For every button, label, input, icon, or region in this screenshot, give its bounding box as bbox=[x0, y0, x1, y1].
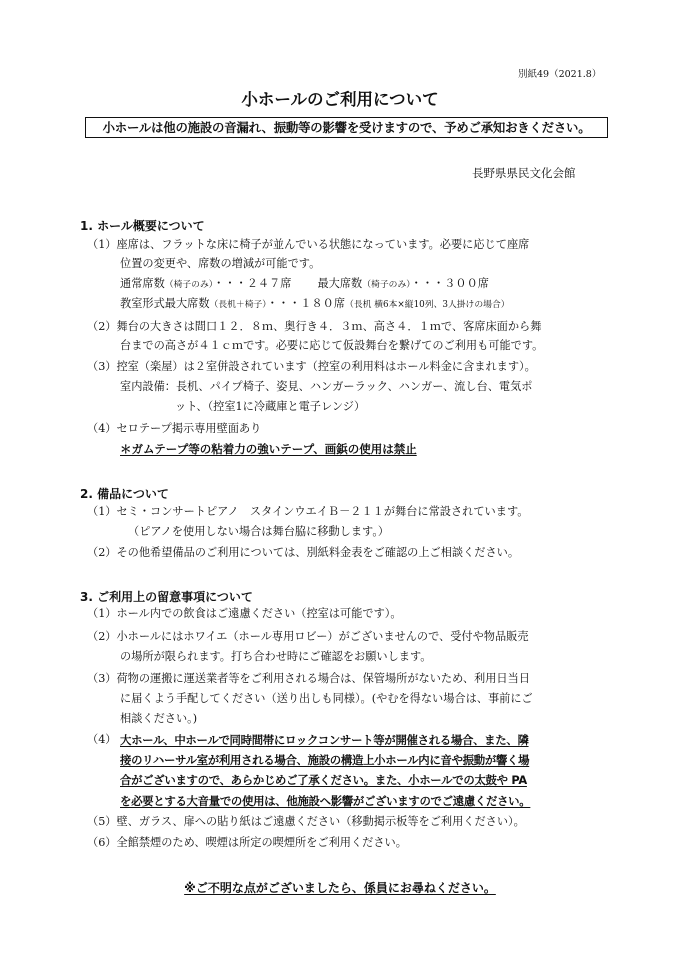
body-line: （2）舞台の大きさは間口１２．８ｍ、奥行き４．３ｍ、高さ４．１ｍで、客席床面から舞 bbox=[87, 320, 542, 333]
page-title: 小ホールのご利用について bbox=[241, 90, 439, 109]
body-line: 相談ください。) bbox=[120, 712, 198, 725]
seat-label: 最大席数 bbox=[317, 277, 363, 290]
seat-label: 教室形式最大席数 bbox=[120, 297, 210, 310]
seat-value: ・・・１８０席 bbox=[266, 297, 346, 310]
seat-note: （長机 横6本×縦10列、3人掛けの場合） bbox=[345, 300, 510, 310]
body-line: 室内設備：長机、パイプ椅子、姿見、ハンガーラック、ハンガー、流し台、電気ポ bbox=[120, 380, 533, 393]
body-line: に届くよう手配してください（送り出しも同様）。(やむを得ない場合は、事前にご bbox=[120, 692, 533, 705]
body-line: 位置の変更や、席数の増減が可能です。 bbox=[120, 257, 321, 270]
body-line: （1）座席は、フラットな床に椅子が並んでいる状態になっています。必要に応じて座席 bbox=[87, 238, 530, 251]
organization-name: 長野県県民文化会館 bbox=[472, 166, 576, 180]
body-line: （4）セロテープ掲示専用壁面あり bbox=[87, 422, 262, 435]
section-heading-equipment: 2. 備品について bbox=[80, 487, 169, 501]
seat-note: （椅子のみ） bbox=[164, 280, 214, 290]
body-line: （6）全館禁煙のため、喫煙は所定の喫煙所をご利用ください。 bbox=[87, 836, 407, 849]
body-line: （5）壁、ガラス、扉への貼り紙はご遠慮ください（移動掲示板等をご利用ください）。 bbox=[87, 815, 525, 828]
seat-note: （長机＋椅子） bbox=[209, 300, 267, 310]
important-notice-line: 大ホール、中ホールで同時間帯にロックコンサート等が開催される場合、また、隣 bbox=[120, 733, 529, 747]
tape-warning: ＊ガムテープ等の粘着力の強いテープ、画鋲の使用は禁止 bbox=[120, 442, 417, 456]
reference-number: 別紙49（2021.8） bbox=[518, 69, 602, 80]
body-line: （3）荷物の運搬に運送業者等をご利用される場合は、保管場所がないため、利用日当日 bbox=[87, 672, 530, 685]
notice-box: 小ホールは他の施設の音漏れ、振動等の影響を受けますので、予めご承知おきください。 bbox=[85, 117, 608, 138]
body-line: 台までの高さが４１ｃｍです。必要に応じて仮設舞台を繋げてのご利用も可能です。 bbox=[120, 339, 544, 352]
seat-value: ・・・２４７席 bbox=[213, 277, 292, 290]
body-line: （1）ホール内での飲食はご遠慮ください（控室は可能です）。 bbox=[87, 607, 402, 620]
section-heading-overview: 1. ホール概要について bbox=[80, 219, 205, 233]
body-line: の場所が限られます。打ち合わせ時にご確認をお願いします。 bbox=[120, 650, 432, 663]
body-line: （4） bbox=[87, 733, 117, 746]
seat-count-line bbox=[120, 277, 489, 292]
important-notice-line: を必要とする大音量での使用は、他施設へ影響がございますのでご遠慮ください。 bbox=[120, 794, 531, 808]
section-heading-notes: 3. ご利用上の留意事項について bbox=[80, 590, 253, 604]
seat-count-line bbox=[120, 297, 510, 312]
seat-value: ・・・３００席 bbox=[410, 277, 489, 290]
seat-note: （椅子のみ） bbox=[362, 280, 411, 290]
seat-label: 通常席数 bbox=[120, 277, 165, 290]
closing-note: ※ご不明な点がございましたら、係員にお尋ねください。 bbox=[184, 881, 496, 895]
body-line: （1）セミ・コンサートピアノ スタインウエイＢ－２１１が舞台に常設されています。 bbox=[87, 505, 529, 518]
important-notice-line: 接のリハーサル室が利用される場合、施設の構造上小ホール内に音や振動が響く場 bbox=[120, 753, 530, 767]
important-notice-line: 合がございますので、あらかじめご了承ください。また、小ホールでの太鼓や PA bbox=[120, 773, 527, 787]
body-line: （ピアノを使用しない場合は舞台脇に移動します。） bbox=[128, 525, 390, 538]
body-line: （2）その他希望備品のご利用については、別紙料金表をご確認の上ご相談ください。 bbox=[87, 546, 520, 559]
body-line: ット、（控室1に冷蔵庫と電子レンジ） bbox=[175, 400, 366, 413]
body-line: （3）控室（楽屋）は２室併設されています（控室の利用料はホール料金に含まれます）。 bbox=[87, 360, 536, 373]
body-line: （2）小ホールにはホワイエ（ホール専用ロビー）がございませんので、受付や物品販売 bbox=[87, 630, 529, 643]
